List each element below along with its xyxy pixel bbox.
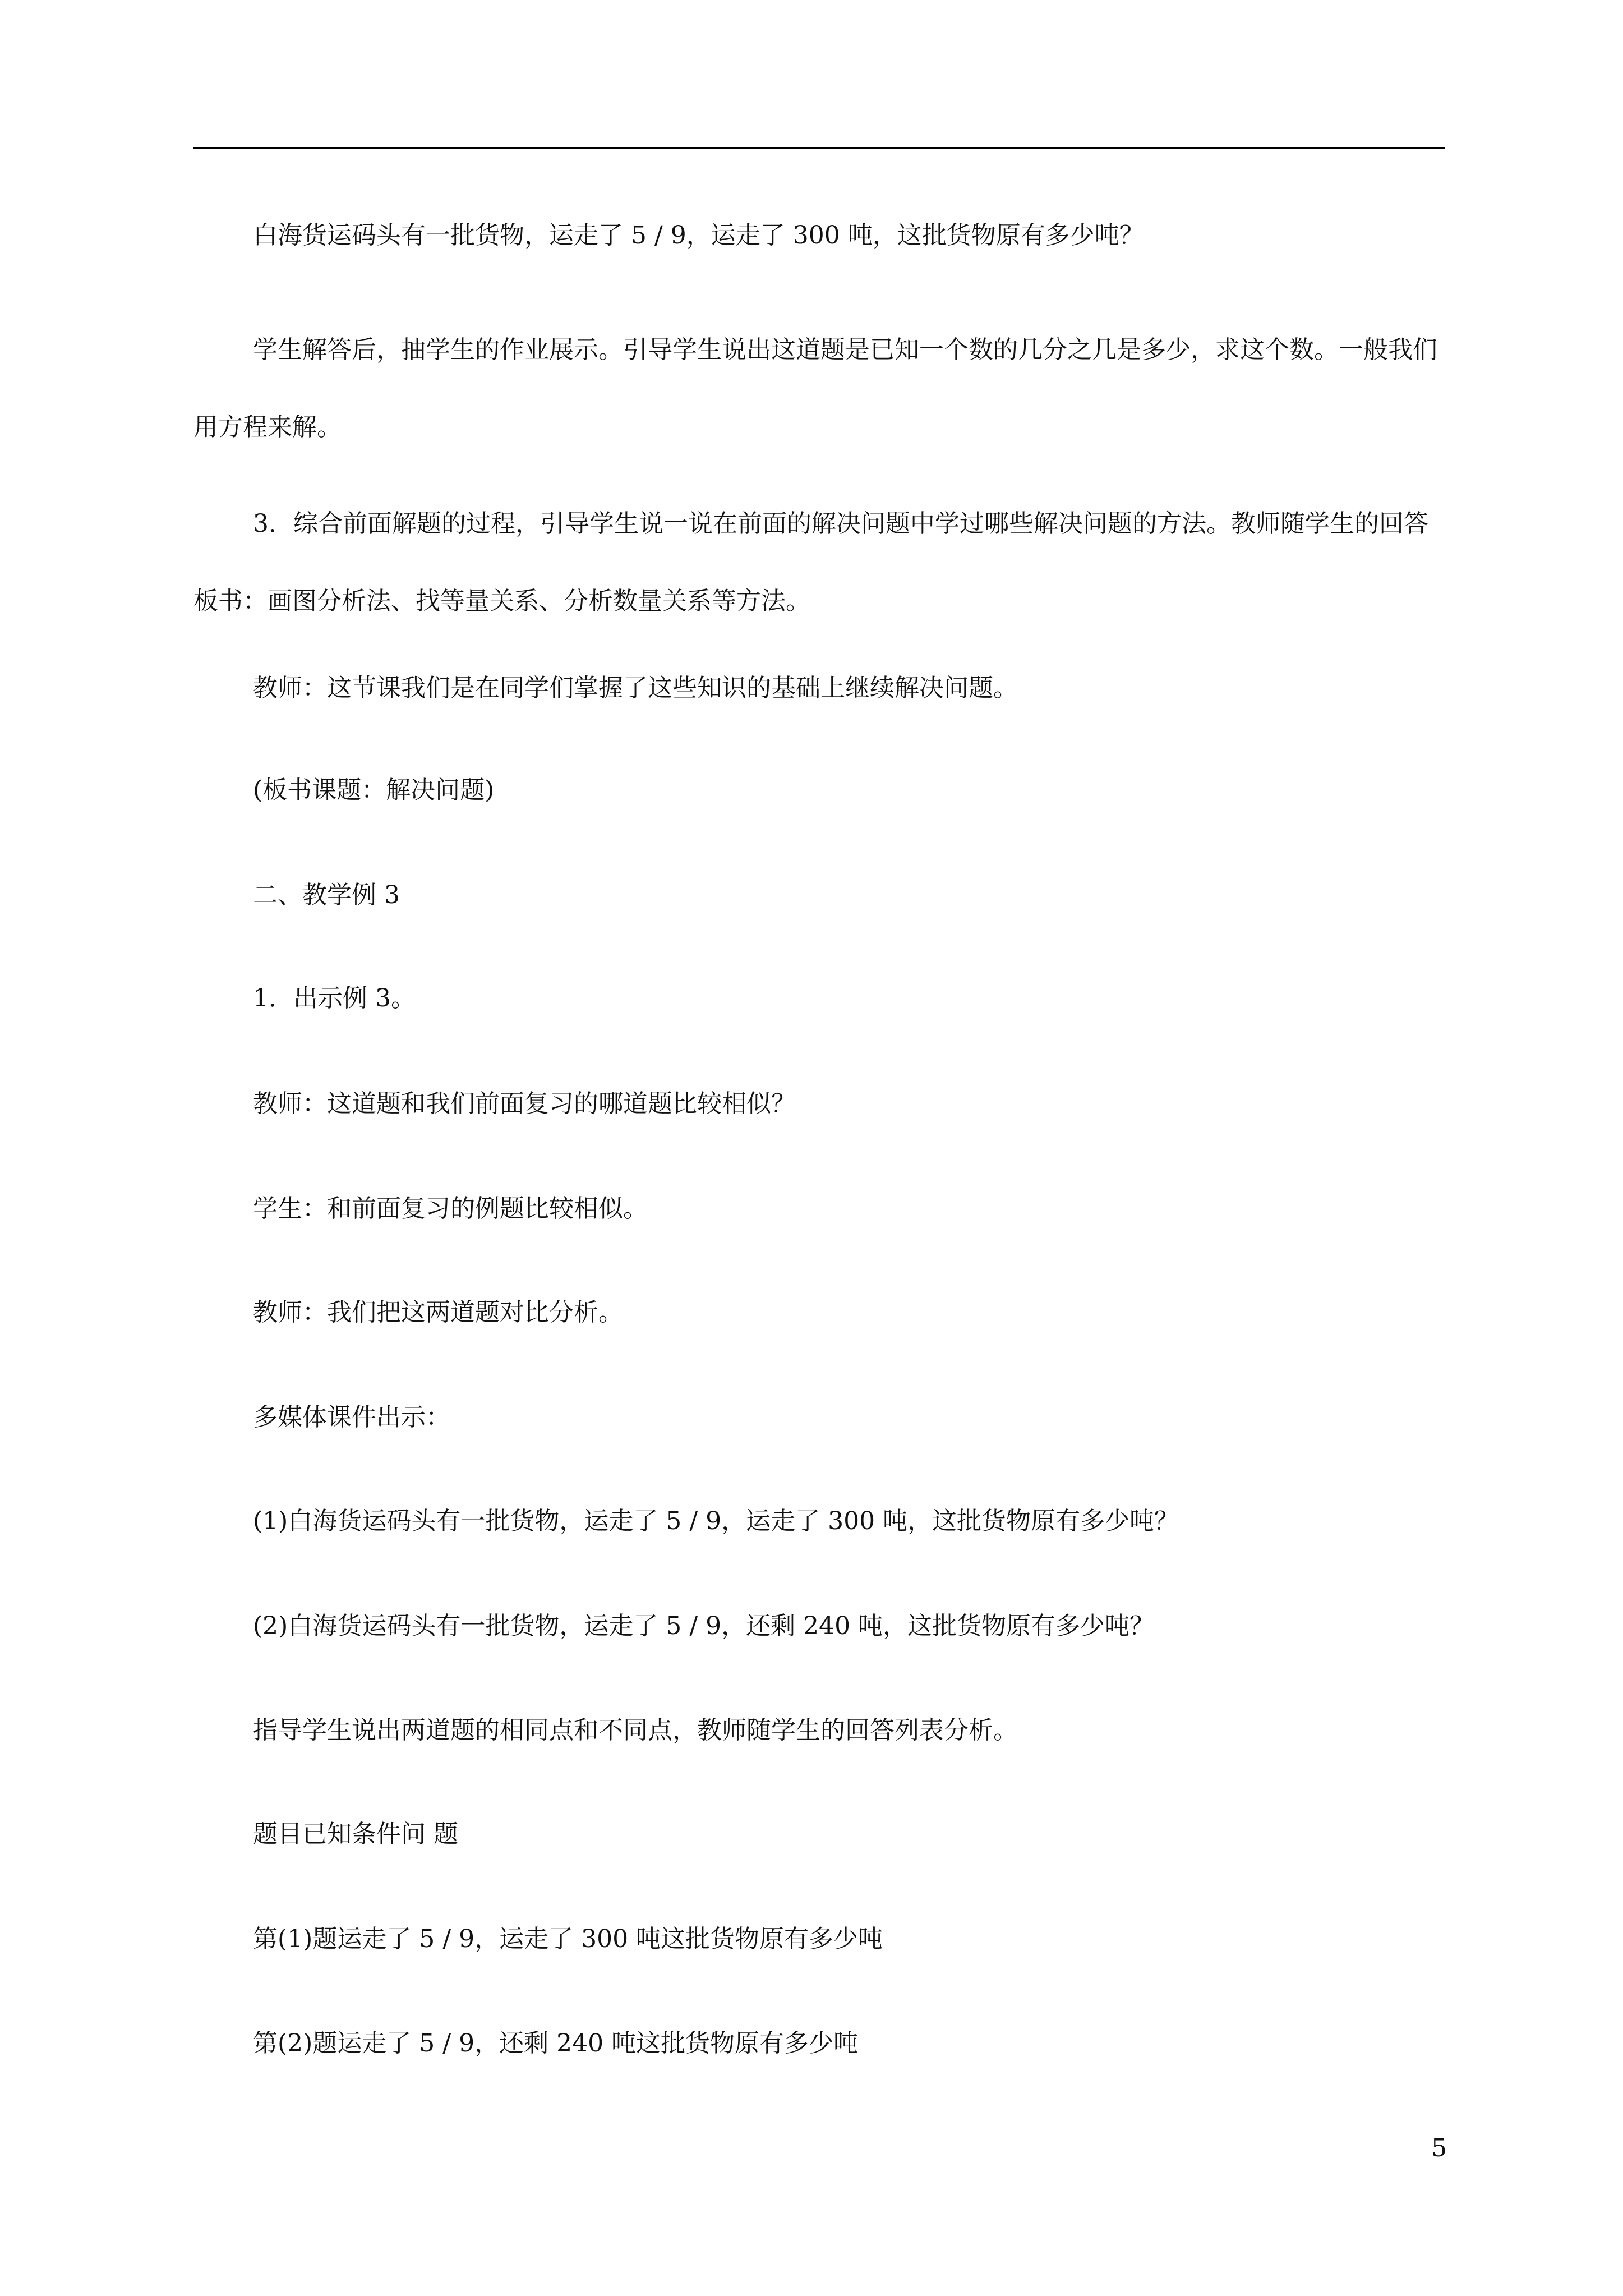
paragraph-show-example: 1．出示例 3。: [253, 984, 416, 1013]
paragraph-board-title: (板书课题：解决问题): [253, 776, 495, 804]
paragraph-multimedia: 多媒体课件出示：: [253, 1403, 450, 1432]
paragraph-teacher-intro: 教师：这节课我们是在同学们掌握了这些知识的基础上继续解决问题。: [253, 674, 1018, 702]
table-row-problem-2: 第(2)题运走了 5 / 9，还剩 240 吨这批货物原有多少吨: [253, 2029, 859, 2058]
paragraph-problem-1: (1)白海货运码头有一批货物，运走了 5 / 9，运走了 300 吨，这批货物原有多少吨？: [253, 1507, 1179, 1535]
page-number: 5: [1431, 2134, 1447, 2162]
section-heading-example-3: 二、教学例 3: [253, 881, 400, 909]
paragraph-guide-students: 指导学生说出两道题的相同点和不同点，教师随学生的回答列表分析。: [253, 1716, 1018, 1745]
paragraph-student-reply: 学生：和前面复习的例题比较相似。: [253, 1194, 648, 1223]
table-header-row: 题目已知条件问 题: [253, 1820, 458, 1848]
paragraph-student-answer: 学生解答后，抽学生的作业展示。引导学生说出这道题是已知一个数的几分之几是多少，求这个数。一般我们用方程来解。: [193, 335, 1437, 441]
paragraph-review-problem: 白海货运码头有一批货物，运走了 5 / 9，运走了 300 吨，这批货物原有多少吨？: [253, 221, 1144, 250]
paragraph-methods-summary: 3．综合前面解题的过程，引导学生说一说在前面的解决问题中学过哪些解决问题的方法。教师随学生的回答板书：画图分析法、找等量关系、分析数量关系等方法。: [193, 509, 1428, 615]
paragraph-teacher-compare: 教师：我们把这两道题对比分析。: [253, 1298, 623, 1327]
table-row-problem-1: 第(1)题运走了 5 / 9，运走了 300 吨这批货物原有多少吨: [253, 1925, 883, 1953]
header-rule: [193, 147, 1445, 149]
paragraph-problem-2: (2)白海货运码头有一批货物，运走了 5 / 9，还剩 240 吨，这批货物原有多少吨？: [253, 1612, 1155, 1640]
paragraph-teacher-question: 教师：这道题和我们前面复习的哪道题比较相似？: [253, 1089, 796, 1118]
